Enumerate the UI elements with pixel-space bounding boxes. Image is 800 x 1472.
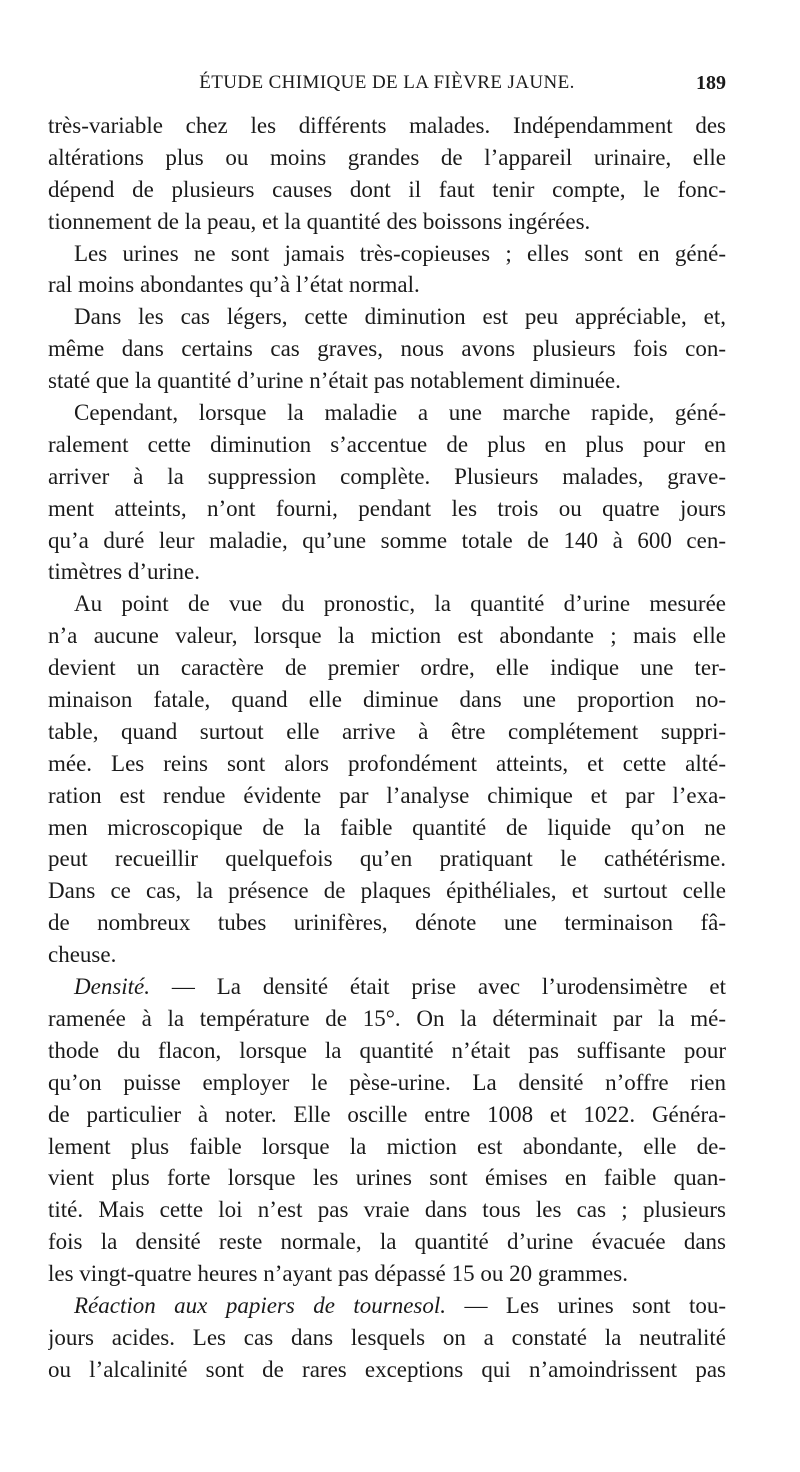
text-line: peut recueillir quelquefois qu’en pratiquant le cathétérisme. <box>48 846 726 872</box>
page-number: 189 <box>696 72 726 94</box>
text-line: tité. Mais cette loi n’est pas vraie dans tous les cas ; plusieurs <box>48 1197 726 1223</box>
text-line: men microscopique de la faible quantité de liquide qu’on ne <box>48 814 726 840</box>
text-line: ou l’alcalinité sont de rares exceptions qui n’amoindrissent pas <box>48 1356 726 1382</box>
text-line: lement plus faible lorsque la miction est abondante, elle de- <box>48 1133 726 1159</box>
text-line: cheuse. <box>48 942 117 968</box>
text-line: qu’on puisse employer le pèse-urine. La densité n’offre rien <box>48 1069 726 1095</box>
text-line: minaison fatale, quand elle diminue dans une proportion no- <box>48 687 726 713</box>
text-line: ralement cette diminution s’accentue de plus en plus pour en <box>48 431 726 457</box>
text-line: Cependant, lorsque la maladie a une marche rapide, géné- <box>74 400 726 426</box>
text-line: dépend de plusieurs causes dont il faut tenir compte, le fonc- <box>48 176 726 202</box>
text-line: Les urines ne sont jamais très-copieuses ; elles sont en géné- <box>74 240 726 266</box>
text-line: ramenée à la température de 15°. On la déterminait par la mé- <box>48 1005 726 1031</box>
text-line: tionnement de la peau, et la quantité des boissons ingérées. <box>48 208 591 234</box>
text-line: devient un caractère de premier ordre, elle indique une ter- <box>48 655 726 681</box>
text-line: les vingt-quatre heures n’ayant pas dépassé 15 ou 20 grammes. <box>48 1261 628 1287</box>
text-line: Dans ce cas, la présence de plaques épithéliales, et surtout celle <box>48 878 726 904</box>
text-line: ral moins abondantes qu’à l’état normal. <box>48 272 420 298</box>
text-line: n’a aucune valeur, lorsque la miction est abondante ; mais elle <box>48 623 726 649</box>
text-line: qu’a duré leur maladie, qu’une somme totale de 140 à 600 cen- <box>48 527 726 553</box>
section-heading-reaction: Réaction aux papiers de tournesol. <box>74 1292 447 1318</box>
text-line: Dans les cas légers, cette diminution est peu appréciable, et, <box>74 304 726 330</box>
text-line: très-variable chez les différents malades. Indépendamment des <box>48 113 726 138</box>
text-line: staté que la quantité d’urine n’était pas notablement diminuée. <box>48 368 621 394</box>
text-line: vient plus forte lorsque les urines sont émises en faible quan- <box>48 1165 726 1191</box>
text-line-densite <box>48 971 726 1003</box>
text-line: arriver à la suppression complète. Plusieurs malades, grave- <box>48 463 726 489</box>
text-line: ration est rendue évidente par l’analyse chimique et par l’exa- <box>48 782 726 808</box>
text-line: thode du flacon, lorsque la quantité n’était pas suffisante pour <box>48 1037 726 1063</box>
text-line: table, quand surtout elle arrive à être complétement suppri- <box>48 718 726 744</box>
text-line-rest: — Les urines sont tou- <box>464 1292 726 1318</box>
text-line: de nombreux tubes urinifères, dénote une terminaison fâ- <box>48 910 726 936</box>
text-line-rest: — La densité était prise avec l’urodensimètre et <box>171 974 726 1000</box>
page-body <box>48 110 726 1386</box>
text-line: timètres d’urine. <box>48 559 201 585</box>
text-line: jours acides. Les cas dans lesquels on a constaté la neutralité <box>48 1324 726 1350</box>
text-line-reaction <box>48 1290 726 1322</box>
text-line: de particulier à noter. Elle oscille entre 1008 et 1022. Généra- <box>48 1101 726 1127</box>
text-line: même dans certains cas graves, nous avons plusieurs fois con- <box>48 336 726 362</box>
page-header <box>48 72 726 106</box>
text-line: altérations plus ou moins grandes de l’appareil urinaire, elle <box>48 144 726 170</box>
running-title: ÉTUDE CHIMIQUE DE LA FIÈVRE JAUNE. <box>199 72 575 93</box>
text-line: Au point de vue du pronostic, la quantité d’urine mesurée <box>74 591 726 617</box>
section-heading-densite: Densité. <box>74 974 151 1000</box>
text-line: ment atteints, n’ont fourni, pendant les trois ou quatre jours <box>48 495 726 521</box>
text-line: fois la densité reste normale, la quantité d’urine évacuée dans <box>48 1229 726 1255</box>
text-line: mée. Les reins sont alors profondément atteints, et cette alté- <box>48 750 726 776</box>
